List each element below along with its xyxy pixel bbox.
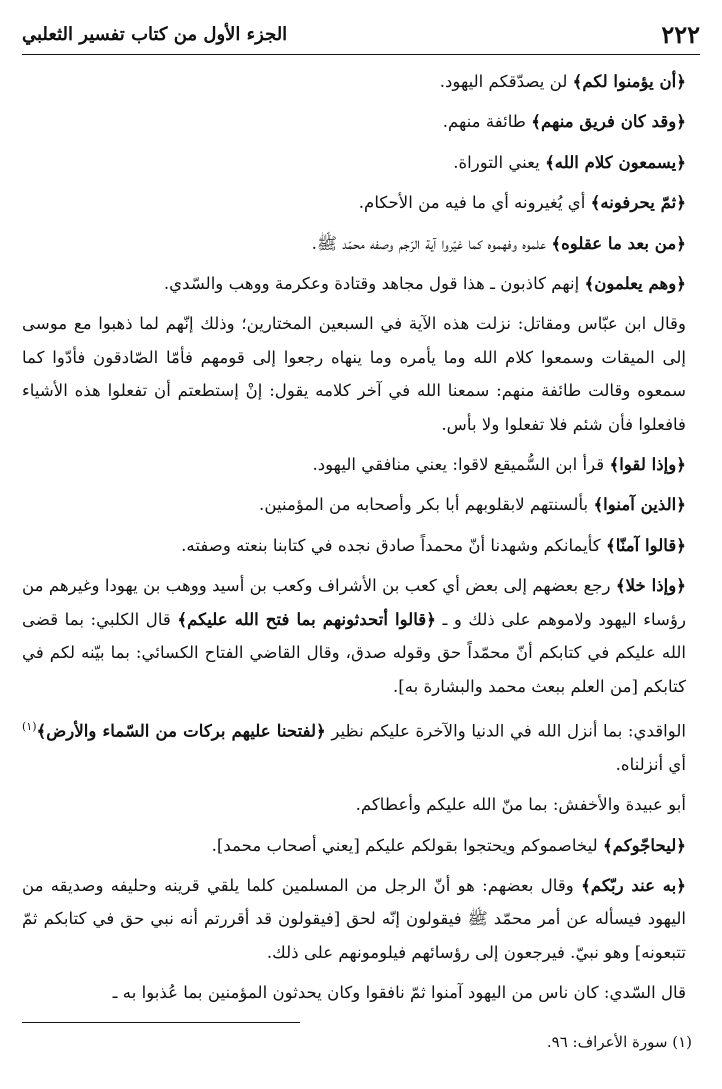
paragraph	[22, 186, 700, 219]
quran-phrase: ﴿ليحاجّوكم﴾	[602, 834, 686, 855]
commentary: بألسنتهم لابقلوبهم أبا بكر وأصحابه من المؤمنين.	[259, 495, 594, 515]
paragraph	[22, 227, 700, 260]
commentary: وقال بعضهم: هو أنّ الرجل من المسلمين كلما يلقي قرينه وحليفه وصديقه من اليهود فيسأله عن أمر محمّد ﷺ فيقولون إنّه لحق [فيقولون قد أقررتم أنه نبي حق في كتابكم ثمّ تتبعونه] وهو نبيّ. فيرجعون إلى رؤسائهم فيلومونهم على ذلك.	[22, 876, 686, 962]
footnote-separator-wrap	[22, 1022, 700, 1023]
paragraph	[22, 448, 700, 481]
commentary: الواقدي: بما أنزل الله في الدنيا والآخرة عليكم نظير	[325, 721, 686, 741]
quran-phrase: ﴿به عند ربّكم﴾	[581, 875, 686, 896]
quran-phrase: ﴿وقد كان فريق منهم﴾	[531, 111, 686, 132]
footnote: (١) سورة الأعراف: ٩٦.	[546, 1032, 692, 1051]
quran-phrase: ﴿وإذا لقوا﴾	[609, 454, 686, 475]
paragraph	[22, 529, 700, 562]
commentary: كأيمانكم وشهدنا أنّ محمداً صادق نجده في كتابنا بنعته وصفته.	[181, 535, 606, 555]
paragraph	[22, 307, 700, 441]
quran-phrase: ﴿وهم يعلمون﴾	[584, 273, 686, 294]
quran-phrase: ﴿قالوا آمنّا﴾	[605, 534, 686, 555]
paragraph	[22, 976, 700, 1009]
quran-phrase: ﴿أن يؤمنوا لكم﴾	[572, 71, 686, 91]
running-title: الجزء الأول من كتاب تفسير الثعلبي	[22, 23, 288, 45]
page-number: ٢٢٢	[661, 19, 700, 49]
commentary: قال السّدي: كان ناس من اليهود آمنوا ثمّ نافقوا وكان يحدثون المؤمنين بما عُذبوا به ـ	[112, 983, 686, 1003]
commentary: أي يُغيرونه أي ما فيه من الأحكام.	[358, 193, 591, 213]
body-text	[22, 65, 700, 1010]
commentary: قرأ ابن السُّميقع لاقوا: يعني منافقي اليهود.	[312, 455, 610, 475]
commentary: أي أنزلناه.	[615, 754, 686, 774]
commentary: علموه وفهموه كما غيّروا آية الرّجم وصفه محمّد ﷺ.	[311, 233, 552, 253]
quran-phrase: ﴿يسمعون كلام الله﴾	[545, 151, 686, 172]
paragraph	[22, 569, 700, 703]
commentary: أبو عبيدة والأخفش: بما منّ الله عليكم وأعطاكم.	[355, 795, 686, 815]
commentary: وقال ابن عبّاس ومقاتل: نزلت هذه الآية في السبعين المختارين؛ وذلك إنّهم لما ذهبوا مع موسى إلى الميقات وسمعوا كلام الله وما يأمره وما ينهاه رجعوا إلى قومهم فأمّا الصّادقون فأدّوا كما سمعوه وقالت طائفة منهم: سمعنا الله في آخر كلامه يقول: إنْ إستطعتم أن تفعلوا هذه الأشياء فافعلوا فأن شئم فلا تفعلوا ولا بأس.	[22, 314, 686, 434]
commentary: ليخاصموكم ويحتجوا بقولكم عليكم [يعني أصحاب محمد].	[211, 835, 603, 855]
quran-phrase: ﴿ثمّ يحرفونه﴾	[590, 192, 686, 213]
commentary: يعني التوراة.	[453, 152, 546, 172]
paragraph	[22, 710, 700, 781]
paragraph	[22, 788, 700, 821]
paragraph	[22, 488, 700, 521]
quran-phrase: ﴿لفتحنا عليهم بركات من السّماء والأرض﴾	[36, 720, 326, 741]
commentary: قال الكلبي: بما قضى الله عليكم في كتابكم أنّ محمّداً حق وقوله صدق، وقال القاضي الفتاح الكسائي: بما بيّنه لكم في كتابكم [من العلم ببعث محمد والبشارة به].	[22, 609, 686, 696]
quran-phrase: ﴿من بعد ما عقلوه﴾	[551, 232, 686, 253]
paragraph	[22, 829, 700, 862]
paragraph	[22, 65, 700, 98]
quran-phrase: ﴿وإذا خلا﴾	[615, 575, 686, 596]
commentary: إنهم كاذبون ـ هذا قول مجاهد وقتادة وعكرمة ووهب والسّدي.	[163, 274, 585, 294]
commentary: طائفة منهم.	[442, 112, 532, 132]
commentary: رجع بعضهم إلى بعض أي كعب بن الأشراف وكعب بن أسيد ووهب بن يهودا وغيرهم من رؤساء اليهود ولاموهم على ذلك و ـ	[22, 576, 686, 629]
quran-phrase: ﴿قالوا أتحدثونهم بما فتح الله عليكم﴾	[177, 608, 436, 629]
commentary: لن يصدّقكم اليهود.	[439, 72, 573, 91]
footnote-separator	[22, 1022, 300, 1023]
page-header	[22, 14, 700, 55]
paragraph	[22, 146, 700, 179]
paragraph	[22, 869, 700, 969]
quran-phrase: ﴿الذين آمنوا﴾	[593, 494, 686, 515]
paragraph	[22, 105, 700, 138]
paragraph	[22, 267, 700, 300]
footnote-marker[interactable]: (١)	[22, 719, 37, 733]
